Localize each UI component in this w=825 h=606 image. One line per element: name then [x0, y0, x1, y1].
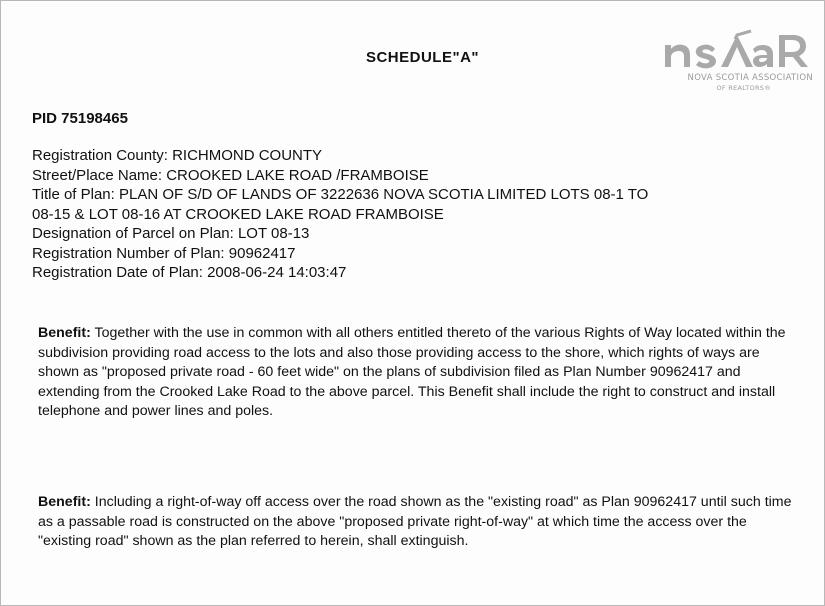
- street-place-name: Street/Place Name: CROOKED LAKE ROAD /FRAMBOISE: [32, 166, 429, 184]
- benefit-text: Including a right-of-way off access over the road shown as the "existing road" as Plan 90962417 until such time as a passable road is constructed on the above "proposed private right-of-way" at which time the access over the "existing road" shown as the plan referred to herein, shall extinguish.: [38, 494, 792, 549]
- plan-registration-date: Registration Date of Plan: 2008-06-24 14:03:47: [32, 264, 347, 281]
- title-of-plan: Title of Plan: PLAN OF S/D OF LANDS OF 3222636 NOVA SCOTIA LIMITED LOTS 08-1 TO: [32, 186, 649, 203]
- registration-details: [32, 146, 802, 283]
- benefit-label: Benefit:: [38, 494, 91, 510]
- logo-caption: [661, 73, 813, 93]
- plan-registration-number: Registration Number of Plan: 90962417: [32, 244, 296, 262]
- nsar-logo-icon: [661, 27, 813, 73]
- benefit-paragraph-2: [38, 493, 798, 552]
- nsar-logo: [661, 27, 813, 97]
- schedule-title: SCHEDULE"A": [365, 49, 480, 66]
- benefit-paragraph-1: [38, 324, 798, 422]
- pid-number: PID 75198465: [32, 110, 128, 127]
- parcel-designation: Designation of Parcel on Plan: LOT 08-13: [32, 225, 310, 242]
- logo-caption-line1: NOVA SCOTIA ASSOCIATION: [687, 73, 813, 83]
- registration-county: Registration County: RICHMOND COUNTY: [32, 147, 323, 164]
- benefit-text: Together with the use in common with all others entitled thereto of the various Rights of Way located within the subdivision providing road access to the lots and also those providing access to the shore, which rights of ways are shown as "proposed private road - 60 feet wide" on the plans of subdivision filed as Plan Number 90962417 and extending from the Crooked Lake Road to the above parcel. This Benefit shall include the right to construct and install telephone and power lines and poles.: [38, 325, 786, 419]
- logo-caption-line2: OF REALTORS®: [716, 84, 771, 92]
- title-of-plan-continued: 08-15 & LOT 08-16 AT CROOKED LAKE ROAD FRAMBOISE: [32, 205, 444, 223]
- benefit-label: Benefit:: [38, 325, 91, 341]
